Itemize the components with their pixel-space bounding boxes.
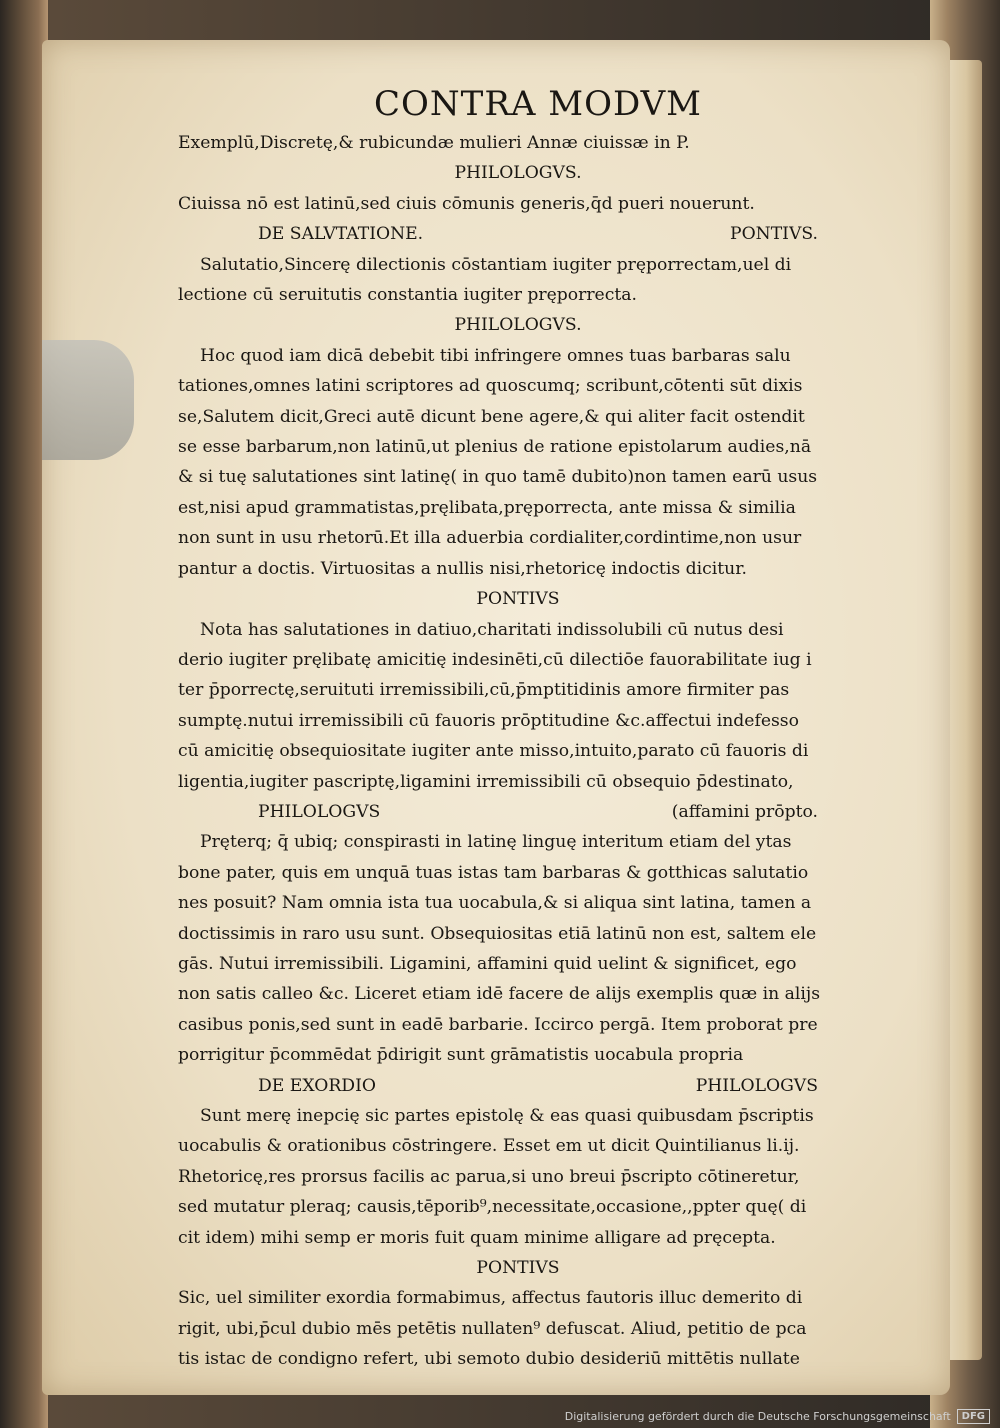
text-line: & si tuę salutationes sint latinę( in quo tamē dubito)non tamen earū usus xyxy=(178,467,818,488)
paragraph-start-line: Pręterq; q̄ ubiq; conspirasti in latinę linguę interitum etiam del ytas xyxy=(200,832,792,853)
text-line: tationes,omnes latini scriptores ad quoscumq; scribunt,cōtenti sūt dixis xyxy=(178,376,803,397)
heading-row xyxy=(178,797,858,827)
text-line: lectione cū seruitutis constantia iugiter pręporrecta. xyxy=(178,285,637,306)
page-title: CONTRA MODVM xyxy=(374,84,702,124)
speaker-heading: PHILOLOGVS. xyxy=(454,315,582,336)
heading-right: PHILOLOGVS xyxy=(695,1075,818,1096)
text-line: Ciuissa nō est latinū,sed ciuis cōmunis generis,q̄d pueri nouerunt. xyxy=(178,193,755,214)
text-line: non satis calleo &c. Liceret etiam idē facere de alijs exemplis quæ in alijs xyxy=(178,984,821,1005)
dfg-logo-icon: DFG xyxy=(957,1409,990,1424)
text-line: Sic, uel similiter exordia formabimus, affectus fautoris illuc demerito di xyxy=(178,1288,803,1309)
text-line: pantur a doctis. Virtuositas a nullis nisi,rhetoricę indoctis dicitur. xyxy=(178,558,747,579)
page-text xyxy=(178,80,858,1375)
paragraph-start-line: Salutatio,Sincerę dilectionis cōstantiam iugiter pręporrectam,uel di xyxy=(200,254,792,275)
text-line: uocabulis & orationibus cōstringere. Esset em ut dicit Quintilianus li.ij. xyxy=(178,1136,800,1157)
text-line: porrigitur p̄commēdat p̄dirigit sunt grāmatistis uocabula propria xyxy=(178,1045,744,1066)
text-line: nes posuit? Nam omnia ista tua uocabula,& si aliqua sint latina, tamen a xyxy=(178,893,812,914)
speaker-heading: PONTIVS xyxy=(476,589,560,610)
heading-left: PHILOLOGVS xyxy=(258,801,381,822)
credit-text: Digitalisierung gefördert durch die Deutsche Forschungsgemeinschaft xyxy=(564,1410,951,1423)
binding-left xyxy=(0,0,48,1428)
text-line: bone pater, quis em unquā tuas istas tam barbaras & gotthicas salutatio xyxy=(178,862,809,883)
text-line: ligentia,iugiter pascriptę,ligamini irremissibili cū obsequio p̄destinato, xyxy=(178,771,794,792)
text-line: se,Salutem dicit,Greci autē dicunt bene agere,& qui aliter facit ostendit xyxy=(178,406,805,427)
paragraph-start-line: Sunt merę inepcię sic partes epistolę & eas quasi quibusdam p̄scriptis xyxy=(200,1106,814,1126)
speaker-heading: PHILOLOGVS. xyxy=(454,163,582,184)
text-line: cū amicitię obsequiositate iugiter ante misso,intuito,parato cū fauoris di xyxy=(178,741,809,762)
text-line: cit idem) mihi semp er moris fuit quam minime alligare ad pręcepta. xyxy=(178,1227,776,1248)
text-line: doctissimis in raro usu sunt. Obsequiositas etiā latinū non est, saltem ele xyxy=(178,923,817,944)
paragraph-start-line: Nota has salutationes in datiuo,charitati indissolubili cū nutus desi xyxy=(200,619,784,640)
bookmark-strip xyxy=(42,340,134,460)
text-line: non sunt in usu rhetorū.Et illa aduerbia cordialiter,cordintime,non usur xyxy=(178,528,802,549)
text-line: sumptę.nutui irremissibili cū fauoris prōptitudine &c.affectui indefesso xyxy=(178,710,799,731)
speaker-heading: PONTIVS xyxy=(476,1258,560,1279)
heading-row xyxy=(178,1071,858,1101)
text-line: rigit, ubi,p̄cul dubio mēs petētis nullaten⁹ defuscat. Aliud, petitio de pca xyxy=(178,1318,807,1339)
digitization-credit xyxy=(565,1409,990,1424)
heading-left: DE EXORDIO xyxy=(258,1075,376,1096)
heading-left: DE SALVTATIONE. xyxy=(258,224,424,245)
text-lines xyxy=(178,128,858,1375)
heading-row xyxy=(178,219,858,249)
text-line: ter p̄porrectę,seruituti irremissibili,cū,p̄mptitidinis amore firmiter pas xyxy=(178,680,790,701)
text-line: gās. Nutui irremissibili. Ligamini, affamini quid uelint & significet, ego xyxy=(178,953,797,974)
text-line: casibus ponis,sed sunt in eadē barbarie. Iccirco pergā. Item proborat pre xyxy=(178,1014,818,1035)
text-line: est,nisi apud grammatistas,pręlibata,pręporrecta, ante missa & similia xyxy=(178,497,796,518)
heading-right: (affamini prōpto. xyxy=(671,801,818,822)
text-line: se esse barbarum,non latinū,ut plenius de ratione epistolarum audies,nā xyxy=(178,437,812,458)
text-line: Exemplū,Discretę,& rubicundæ mulieri Annæ ciuissæ in P. xyxy=(178,133,690,153)
text-line: derio iugiter pręlibatę amicitię indesinēti,cū dilectiōe fauorabilitate iug i xyxy=(178,649,812,670)
heading-right: PONTIVS. xyxy=(730,224,818,245)
text-line: Rhetoricę,res prorsus facilis ac parua,si uno breui p̄scripto cōtineretur, xyxy=(178,1166,800,1187)
text-line: tis istac de condigno refert, ubi semoto dubio desideriū mittētis nullate xyxy=(178,1349,800,1370)
paragraph-start-line: Hoc quod iam dicā debebit tibi infringere omnes tuas barbaras salu xyxy=(200,345,791,366)
text-line: sed mutatur pleraq; causis,tēporib⁹,necessitate,occasione,,ppter quę( di xyxy=(178,1197,807,1218)
